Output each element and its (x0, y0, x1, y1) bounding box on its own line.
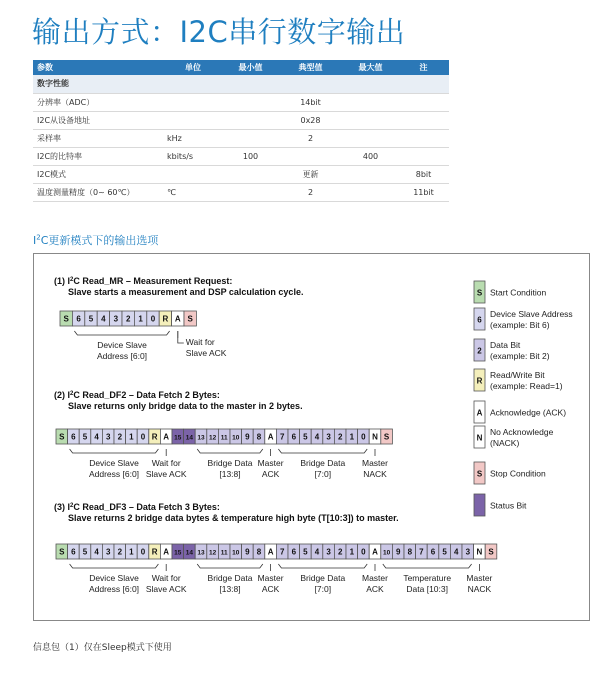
heading-sup: 2 (70, 277, 74, 283)
bit-cell-label: 11 (220, 434, 228, 442)
bit-cell-label: 4 (453, 547, 459, 557)
bit-cell-label: 13 (197, 434, 205, 442)
bit-cell-label: 1 (129, 547, 134, 557)
i2c-diagram-svg (34, 254, 589, 620)
bit-cell-label: 7 (419, 547, 424, 557)
cell (343, 93, 398, 111)
col-header-param: 参数 (33, 60, 163, 75)
legend-symbol: N (476, 433, 483, 443)
group-label-line2: [7:0] (314, 469, 332, 479)
bit-cell-label: 8 (407, 547, 413, 557)
bit-cell-label: 6 (291, 432, 297, 442)
bit-cell-label: S (488, 547, 494, 557)
heading-rest: C Read_DF2 – Data Fetch 2 Bytes: (73, 390, 220, 400)
bit-cell-label: 6 (71, 547, 76, 557)
table-row (33, 129, 449, 147)
cell: 2 (278, 183, 343, 201)
legend-label: Acknowledge (ACK) (490, 407, 567, 418)
group-brace (197, 564, 263, 568)
bit-cell-label: 11 (220, 549, 228, 557)
bit-cell-label: 6 (76, 314, 81, 324)
bit-cell-label: N (372, 432, 378, 442)
section-description: Slave starts a measurement and DSP calculation cycle. (68, 287, 304, 297)
col-header-typ: 典型值 (278, 60, 343, 75)
cell (223, 111, 278, 129)
cell: 温度测量精度（0~ 60℃） (33, 183, 163, 201)
group-brace (70, 564, 159, 568)
bit-cell-label: 4 (101, 314, 106, 324)
bit-cell-label: 8 (256, 547, 262, 557)
bit-cell-label: 7 (279, 547, 285, 557)
cell: 0x28 (278, 111, 343, 129)
table-row (33, 111, 449, 129)
cell (163, 165, 223, 183)
group-brace (278, 449, 367, 453)
group-label-line1: Temperature (403, 573, 452, 583)
legend-label: Start Condition (490, 287, 547, 298)
heading-prefix: (3) I (54, 502, 71, 512)
bit-cell-label: 6 (71, 432, 76, 442)
bit-cell-label: R (151, 547, 158, 557)
group-label-line1: Wait for (185, 337, 215, 347)
section-subtitle (33, 232, 158, 248)
group-label-line2: Address [6:0] (88, 469, 140, 479)
table-row (33, 183, 449, 201)
bit-cell-label: 4 (94, 432, 99, 442)
group-brace (74, 331, 169, 335)
group-label-line1: Master (257, 458, 284, 468)
group-label-line2: Slave ACK (145, 584, 187, 594)
cell (343, 129, 398, 147)
legend-sublabel: (example: Read=1) (490, 381, 563, 391)
cell: 11bit (398, 183, 449, 201)
legend-symbol: 6 (477, 315, 482, 325)
bit-cell-label: 0 (361, 432, 366, 442)
col-header-unit: 单位 (163, 60, 223, 75)
bit-cell-label: 6 (430, 547, 436, 557)
legend-sublabel: (example: Bit 2) (490, 351, 550, 361)
section-heading (54, 276, 232, 286)
bit-cell-label: 1 (129, 432, 134, 442)
bit-cell-label: 5 (442, 547, 447, 557)
cell (343, 111, 398, 129)
heading-prefix: (1) I (54, 276, 71, 286)
bit-cell-label: 5 (303, 432, 308, 442)
legend-label: No Acknowledge (490, 427, 554, 437)
group-label-line1: Bridge Data (300, 458, 346, 468)
bit-cell-label: 12 (208, 434, 217, 442)
group-label-line2: NACK (467, 584, 492, 594)
legend-symbol: R (476, 376, 483, 386)
bit-cell-label: 2 (337, 432, 343, 442)
heading-rest: C Read_DF3 – Data Fetch 3 Bytes: (73, 502, 220, 512)
table-row (33, 165, 449, 183)
bit-cell-label: 0 (361, 547, 366, 557)
bit-cell-label: S (59, 432, 65, 442)
bit-cell-label: A (174, 314, 181, 324)
legend-sublabel: (NACK) (490, 438, 520, 448)
section-heading (54, 390, 220, 400)
group-brace (197, 449, 263, 453)
bit-cell-label: 2 (125, 314, 131, 324)
cell: I2C模式 (33, 165, 163, 183)
bit-cell-label: 3 (105, 547, 111, 557)
bit-cell-label: 9 (245, 547, 250, 557)
bit-cell-label: 15 (174, 434, 182, 442)
group-label-line2: NACK (363, 469, 387, 479)
bit-cell-label: 14 (185, 434, 194, 442)
cell: 更新 (278, 165, 343, 183)
cell (223, 93, 278, 111)
cell: 8bit (398, 165, 449, 183)
bit-cell-label: 9 (395, 547, 401, 557)
bit-cell-label: 7 (279, 432, 285, 442)
bit-cell-label: A (163, 432, 170, 442)
bit-cell-label: A (163, 547, 170, 557)
legend-swatch-status (474, 494, 485, 516)
group-tick-elbow (178, 331, 184, 343)
page-title: 输出方式：I2C串行数字输出 (32, 15, 406, 49)
group-label-line2: ACK (261, 469, 280, 479)
group-label-line2: ACK (261, 584, 280, 594)
bit-cell-label: 3 (105, 432, 111, 442)
section-description: Slave returns only bridge data to the master in 2 bytes. (68, 401, 303, 411)
bit-cell-label: 3 (326, 547, 331, 557)
i2c-diagram (33, 253, 590, 621)
group-label-line2: [13:8] (219, 584, 241, 594)
bit-cell-label: 0 (150, 314, 156, 324)
cell: ℃ (163, 183, 223, 201)
group-label-line1: Master (362, 458, 388, 468)
table-row (33, 93, 449, 111)
cell (343, 183, 398, 201)
footnote: 信息包（1）仅在Sleep模式下使用 (33, 643, 172, 653)
cell (278, 147, 343, 165)
bit-cell-label: 4 (314, 547, 320, 557)
group-label-line1: Device Slave (97, 340, 147, 350)
subtitle-sup: 2 (36, 233, 41, 242)
bit-cell-label: 13 (197, 549, 205, 557)
cell (163, 111, 223, 129)
bit-cell-label: 2 (117, 432, 123, 442)
legend-sublabel: (example: Bit 6) (490, 320, 550, 330)
group-label-line1: Bridge Data (207, 458, 253, 468)
legend-symbol: S (476, 469, 483, 479)
table-row (33, 147, 449, 165)
bit-cell-label: A (267, 432, 274, 442)
bit-cell-label: 1 (349, 432, 355, 442)
cell (223, 165, 278, 183)
bit-cell-label: S (187, 314, 193, 324)
bit-cell-label: 6 (291, 547, 297, 557)
table-header-row (33, 60, 449, 75)
legend-symbol: S (476, 288, 483, 298)
cell (398, 111, 449, 129)
group-label-line1: Wait for (151, 458, 181, 468)
bit-cell-label: 4 (314, 432, 320, 442)
legend-symbol: 2 (477, 346, 482, 356)
cell: kHz (163, 129, 223, 147)
section-heading (54, 502, 220, 512)
bit-cell-label: R (151, 432, 158, 442)
cell: 采样率 (33, 129, 163, 147)
bit-cell-label: 4 (94, 547, 99, 557)
group-label-line1: Bridge Data (207, 573, 253, 583)
cell (223, 129, 278, 147)
group-label-line2: Slave ACK (185, 348, 227, 358)
group-label-line2: [13:8] (219, 469, 241, 479)
group-label-line1: Master (362, 573, 388, 583)
bit-cell-label: 0 (140, 432, 146, 442)
bit-cell-label: 5 (82, 547, 88, 557)
cell: 分辨率（ADC） (33, 93, 163, 111)
bit-cell-label: S (59, 547, 65, 557)
bit-cell-label: 3 (465, 547, 471, 557)
group-label-line2: Address [6:0] (96, 351, 148, 361)
legend-label: Data Bit (490, 340, 521, 350)
cell: 400 (343, 147, 398, 165)
bit-cell-label: 3 (326, 432, 331, 442)
group-label-line1: Wait for (151, 573, 181, 583)
cell (398, 93, 449, 111)
group-label-line1: Device Slave (89, 458, 139, 468)
bit-cell-label: 9 (245, 432, 250, 442)
group-brace (278, 564, 367, 568)
group-label-line2: ACK (366, 584, 384, 594)
group-label-line2: [7:0] (314, 584, 332, 594)
bit-cell-label: A (267, 547, 274, 557)
bit-cell-label: 8 (256, 432, 262, 442)
group-label-line2: Address [6:0] (88, 584, 140, 594)
cell (398, 129, 449, 147)
legend-label: Stop Condition (490, 468, 546, 479)
bit-cell-label: 5 (82, 432, 88, 442)
bit-cell-label: 10 (382, 549, 391, 557)
col-header-note: 注 (398, 60, 449, 75)
bit-cell-label: 0 (140, 547, 146, 557)
legend-label: Read/Write Bit (490, 370, 545, 380)
group-label-line1: Master (257, 573, 284, 583)
bit-cell-label: N (476, 547, 483, 557)
bit-cell-label: 1 (138, 314, 143, 324)
bit-cell-label: 2 (117, 547, 123, 557)
bit-cell-label: 2 (337, 547, 343, 557)
heading-rest: C Read_MR – Measurement Request: (73, 276, 233, 286)
bit-cell-label: 5 (303, 547, 308, 557)
cell (163, 93, 223, 111)
bit-cell-label: 15 (174, 549, 182, 557)
bit-cell-label: S (383, 432, 390, 442)
heading-sup: 2 (70, 503, 74, 509)
group-label-line1: Device Slave (89, 573, 139, 583)
cell (398, 147, 449, 165)
col-header-min: 最小值 (223, 60, 278, 75)
cell (223, 183, 278, 201)
col-header-max: 最大值 (343, 60, 398, 75)
subtitle-rest: C更新模式下的输出选项 (40, 234, 159, 247)
cell: I2C从设备地址 (33, 111, 163, 129)
cell: kbits/s (163, 147, 223, 165)
section-description: Slave returns 2 bridge data bytes & temperature high byte (T[10:3]) to master. (68, 513, 399, 523)
group-label-line1: Master (466, 573, 493, 583)
bit-cell-label: 1 (349, 547, 355, 557)
legend-label: Device Slave Address (490, 309, 573, 319)
cell: 100 (223, 147, 278, 165)
cell: 2 (278, 129, 343, 147)
bit-cell-label: 12 (208, 549, 217, 557)
group-brace (70, 449, 159, 453)
legend-symbol: A (476, 408, 483, 418)
bit-cell-label: R (162, 314, 169, 324)
group-label-line2: Slave ACK (145, 469, 187, 479)
cell: 14bit (278, 93, 343, 111)
bit-cell-label: 10 (232, 549, 240, 557)
bit-cell-label: 10 (232, 434, 240, 442)
bit-cell-label: 3 (113, 314, 119, 324)
bit-cell-label: 14 (185, 549, 194, 557)
heading-prefix: (2) I (54, 390, 71, 400)
group-label-line1: Bridge Data (300, 573, 346, 583)
spec-table (33, 60, 449, 202)
legend-label: Status Bit (490, 500, 527, 511)
cell: I2C的比特率 (33, 147, 163, 165)
bit-cell-label: S (63, 314, 69, 324)
section-label: 数字性能 (33, 75, 449, 93)
subtitle-prefix: I (33, 234, 37, 247)
heading-sup: 2 (70, 391, 74, 397)
group-brace (383, 564, 472, 568)
bit-cell-label: A (372, 547, 378, 557)
table-section-row (33, 75, 449, 93)
group-label-line2: Data [10:3] (406, 584, 448, 594)
cell (343, 165, 398, 183)
bit-cell-label: 5 (88, 314, 94, 324)
